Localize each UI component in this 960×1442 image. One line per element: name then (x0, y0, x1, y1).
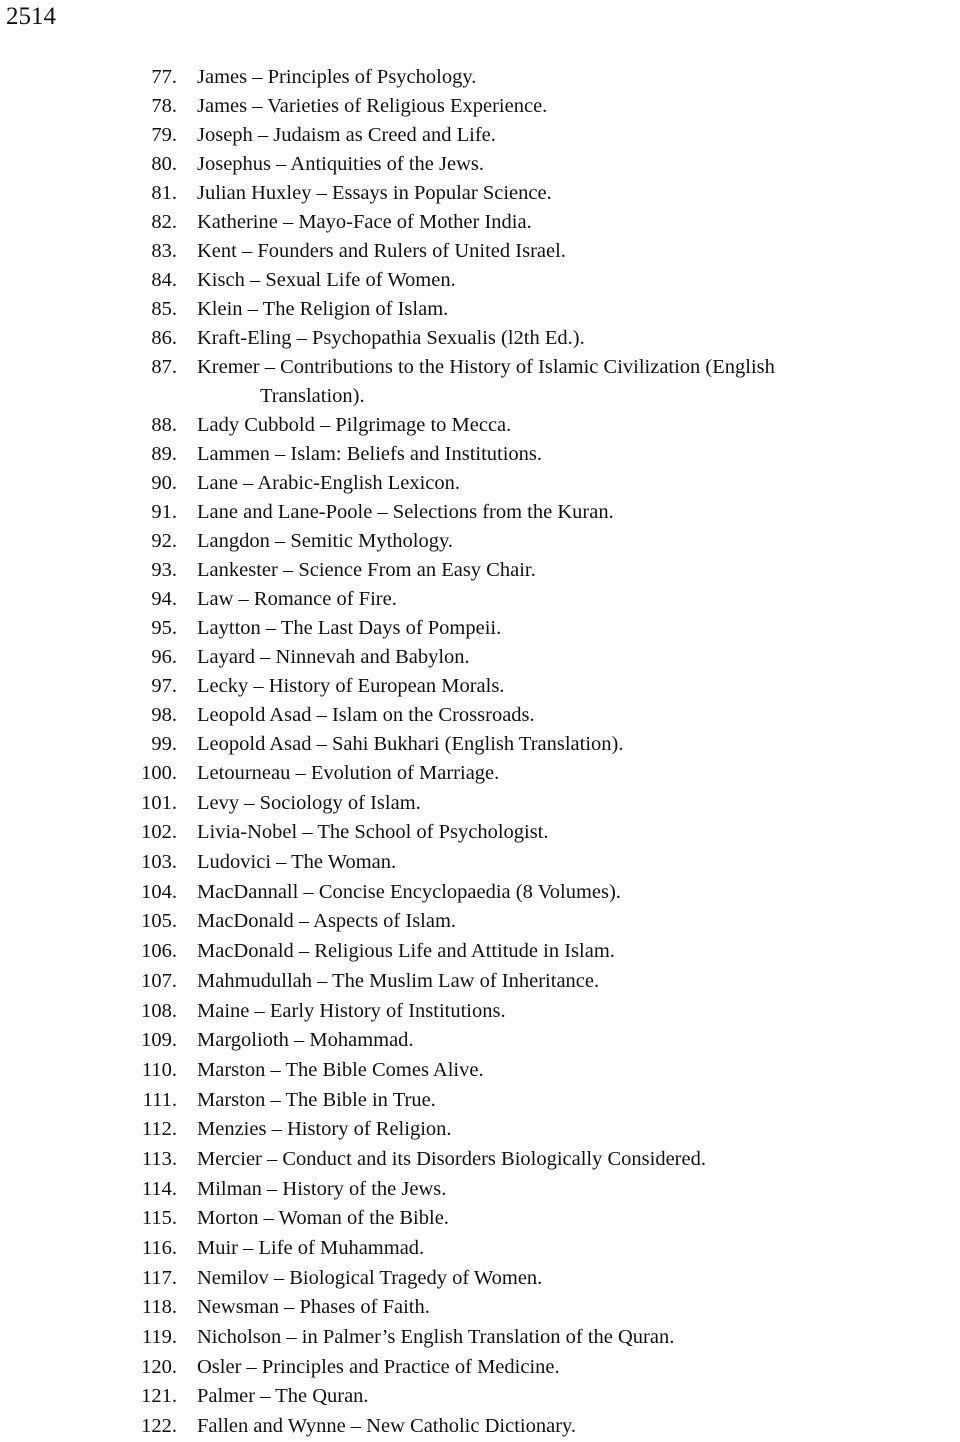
page-number: 2514 (6, 3, 56, 30)
entry-number: 80. (151, 153, 177, 175)
entry-text (197, 701, 952, 730)
entry-text (197, 92, 952, 121)
bibliography-entry (0, 848, 960, 878)
entry-number: 108. (141, 999, 177, 1022)
entry-number: 81. (151, 182, 177, 204)
entry-text (197, 730, 952, 759)
bibliography-entry (0, 1234, 960, 1264)
entry-number: 116. (141, 1237, 177, 1259)
bibliography-entry (0, 585, 960, 614)
entry-number: 107. (141, 969, 177, 992)
entry-title: Mercier – Conduct and its Disorders Biologically Considered. (197, 1147, 706, 1170)
bibliography-entry (0, 818, 960, 848)
bibliography-entry (0, 469, 960, 498)
entry-title: Lady Cubbold – Pilgrimage to Mecca. (197, 414, 512, 436)
entry-text (197, 1382, 952, 1412)
entry-number: 121. (141, 1385, 177, 1408)
entry-number: 78. (151, 95, 177, 117)
entry-title: Klein – The Religion of Islam. (197, 298, 449, 320)
bibliography-entry (0, 1086, 960, 1116)
entry-title: Julian Huxley – Essays in Popular Science. (197, 182, 552, 204)
bibliography-entry (0, 92, 960, 121)
entry-number: 95. (151, 617, 177, 639)
entry-text (197, 585, 952, 614)
entry-number: 85. (151, 298, 177, 320)
entry-title: Palmer – The Quran. (197, 1385, 369, 1408)
entry-number: 91. (151, 501, 177, 523)
entry-number: 113. (141, 1147, 177, 1170)
bibliography-entry (0, 672, 960, 701)
bibliography-entry (0, 1412, 960, 1442)
entry-title: James – Varieties of Religious Experience. (197, 95, 548, 117)
entry-text (197, 937, 952, 967)
entry-number: 89. (151, 443, 177, 465)
entry-number: 117. (141, 1266, 177, 1289)
entry-number: 114. (141, 1177, 177, 1200)
entry-title: Lankester – Science From an Easy Chair. (197, 559, 536, 581)
entry-number: 79. (151, 124, 177, 146)
entry-text (197, 1086, 952, 1116)
entry-number: 88. (151, 414, 177, 436)
bibliography-entry (0, 150, 960, 179)
entry-text (197, 1175, 952, 1205)
entry-number: 90. (151, 472, 177, 494)
bibliography-entry (0, 1353, 960, 1383)
entry-text (197, 556, 952, 585)
entry-text (197, 150, 952, 179)
entry-number: 92. (151, 530, 177, 552)
entry-number: 87. (151, 356, 177, 378)
entry-text (197, 1264, 952, 1294)
bibliography-entry (0, 208, 960, 237)
bibliography-entry (0, 1382, 960, 1412)
bibliography-entry (0, 527, 960, 556)
bibliography-entry (0, 1264, 960, 1294)
entry-number: 101. (141, 791, 177, 814)
entry-title: Katherine – Mayo-Face of Mother India. (197, 211, 532, 233)
entry-title: Milman – History of the Jews. (197, 1177, 447, 1200)
entry-number: 118. (141, 1296, 177, 1319)
bibliography-entry (0, 440, 960, 469)
entry-number: 104. (141, 880, 177, 903)
entry-text (197, 878, 952, 908)
bibliography-entry (0, 1145, 960, 1175)
entry-title: MacDonald – Religious Life and Attitude in Islam. (197, 940, 615, 963)
bibliography-entry (0, 1056, 960, 1086)
entry-number: 119. (141, 1326, 177, 1349)
entry-title: Morton – Woman of the Bible. (197, 1207, 449, 1230)
bibliography-entry (0, 266, 960, 295)
entry-title: Mahmudullah – The Muslim Law of Inheritance. (197, 969, 600, 992)
entry-title: Kent – Founders and Rulers of United Israel. (197, 240, 566, 262)
entry-number: 83. (151, 240, 177, 262)
entry-number: 93. (151, 559, 177, 581)
entry-title: Fallen and Wynne – New Catholic Dictionary. (197, 1415, 577, 1438)
bibliography-entry (0, 730, 960, 759)
entry-text (197, 967, 952, 997)
entry-text (197, 1115, 952, 1145)
entry-title: Margolioth – Mohammad. (197, 1029, 414, 1052)
entry-title: Lane and Lane-Poole – Selections from the Kuran. (197, 501, 614, 523)
entry-text (197, 324, 952, 353)
bibliography-entry (0, 1204, 960, 1234)
entry-text (197, 1026, 952, 1056)
entry-title: Lane – Arabic-English Lexicon. (197, 472, 460, 494)
entry-number: 109. (141, 1029, 177, 1052)
bibliography-list (0, 63, 960, 1442)
bibliography-entry (0, 1323, 960, 1353)
bibliography-entry (0, 967, 960, 997)
entry-title: Layard – Ninnevah and Babylon. (197, 646, 470, 668)
entry-text (197, 411, 952, 440)
entry-text (197, 498, 952, 527)
bibliography-entry (0, 121, 960, 150)
entry-title: Osler – Principles and Practice of Medicine. (197, 1355, 560, 1378)
entry-number: 100. (141, 762, 177, 784)
entry-text (197, 121, 952, 150)
bibliography-entry (0, 643, 960, 672)
entry-number: 102. (141, 821, 177, 844)
entry-title: Levy – Sociology of Islam. (197, 791, 421, 814)
entry-text (197, 997, 952, 1027)
entry-text (197, 1234, 952, 1264)
entry-number: 106. (141, 940, 177, 963)
entry-title: Menzies – History of Religion. (197, 1118, 452, 1141)
bibliography-entry (0, 701, 960, 730)
entry-text (197, 266, 952, 295)
entry-title: Leopold Asad – Sahi Bukhari (English Translation). (197, 733, 624, 755)
entry-number: 103. (141, 851, 177, 874)
entry-title: Newsman – Phases of Faith. (197, 1296, 430, 1319)
entry-title: Joseph – Judaism as Creed and Life. (197, 124, 496, 146)
bibliography-entry (0, 324, 960, 353)
bibliography-entry (0, 789, 960, 819)
entry-text (197, 643, 952, 672)
entry-title: Muir – Life of Muhammad. (197, 1237, 425, 1259)
entry-number: 82. (151, 211, 177, 233)
entry-title: Livia-Nobel – The School of Psychologist. (197, 821, 549, 844)
entry-title: Nicholson – in Palmer’s English Translation of the Quran. (197, 1326, 675, 1349)
entry-number: 77. (151, 66, 177, 88)
entry-number: 115. (141, 1207, 177, 1230)
entry-text (197, 469, 952, 498)
entry-number: 122. (141, 1415, 177, 1438)
entry-number: 96. (151, 646, 177, 668)
bibliography-entry (0, 997, 960, 1027)
entry-text (197, 208, 952, 237)
bibliography-entry (0, 353, 960, 411)
bibliography-entry (0, 295, 960, 324)
bibliography-entry (0, 937, 960, 967)
entry-title: Law – Romance of Fire. (197, 588, 397, 610)
bibliography-entry (0, 237, 960, 266)
entry-number: 105. (141, 910, 177, 933)
entry-number: 97. (151, 675, 177, 697)
bibliography-entry (0, 878, 960, 908)
bibliography-entry (0, 498, 960, 527)
entry-title: Laytton – The Last Days of Pompeii. (197, 617, 502, 639)
entry-number: 110. (141, 1058, 177, 1081)
entry-title: Josephus – Antiquities of the Jews. (197, 153, 484, 175)
entry-text (197, 1204, 952, 1234)
entry-number: 98. (151, 704, 177, 726)
entry-continuation: Translation). (260, 385, 365, 407)
entry-text (197, 848, 952, 878)
entry-title: James – Principles of Psychology. (197, 66, 477, 88)
entry-title: Maine – Early History of Institutions. (197, 999, 506, 1022)
entry-text (197, 907, 952, 937)
entry-title: Kraft-Eling – Psychopathia Sexualis (l2th Ed.). (197, 327, 585, 349)
entry-text (197, 440, 952, 469)
entry-text (197, 672, 952, 701)
entry-title: Letourneau – Evolution of Marriage. (197, 762, 500, 784)
entry-title: Kisch – Sexual Life of Women. (197, 269, 456, 291)
entry-text (197, 614, 952, 643)
entry-text (197, 1353, 952, 1383)
bibliography-entry (0, 614, 960, 643)
entry-text (197, 295, 952, 324)
entry-text (197, 1056, 952, 1086)
bibliography-entry (0, 411, 960, 440)
entry-title: Kremer – Contributions to the History of Islamic Civilization (English (197, 356, 775, 378)
entry-text (197, 527, 952, 556)
bibliography-entry (0, 1115, 960, 1145)
entry-title: MacDannall – Concise Encyclopaedia (8 Volumes). (197, 880, 621, 903)
entry-text (197, 179, 952, 208)
bibliography-entry (0, 907, 960, 937)
entry-text (197, 237, 952, 266)
bibliography-entry (0, 1026, 960, 1056)
bibliography-entry (0, 759, 960, 789)
entry-title: MacDonald – Aspects of Islam. (197, 910, 457, 933)
entry-number: 111. (142, 1088, 177, 1111)
entry-text (197, 1293, 952, 1323)
bibliography-entry (0, 179, 960, 208)
entry-text (197, 1323, 952, 1353)
entry-text (197, 63, 952, 92)
bibliography-entry (0, 63, 960, 92)
entry-title: Marston – The Bible in True. (197, 1088, 436, 1111)
entry-number: 112. (141, 1118, 177, 1141)
entry-number: 94. (151, 588, 177, 610)
entry-text (197, 818, 952, 848)
entry-title: Marston – The Bible Comes Alive. (197, 1058, 484, 1081)
entry-text (197, 1145, 952, 1175)
entry-title: Leopold Asad – Islam on the Crossroads. (197, 704, 535, 726)
entry-title: Langdon – Semitic Mythology. (197, 530, 454, 552)
entry-number: 84. (151, 269, 177, 291)
bibliography-entry (0, 1293, 960, 1323)
entry-text (197, 353, 952, 411)
entry-title: Lecky – History of European Morals. (197, 675, 505, 697)
entry-text (197, 1412, 952, 1442)
entry-text (197, 789, 952, 819)
entry-number: 99. (151, 733, 177, 755)
entry-title: Lammen – Islam: Beliefs and Institutions. (197, 443, 543, 465)
entry-number: 120. (141, 1355, 177, 1378)
bibliography-entry (0, 556, 960, 585)
bibliography-entry (0, 1175, 960, 1205)
entry-title: Nemilov – Biological Tragedy of Women. (197, 1266, 543, 1289)
entry-title: Ludovici – The Woman. (197, 851, 397, 874)
entry-text (197, 759, 952, 789)
entry-number: 86. (151, 327, 177, 349)
